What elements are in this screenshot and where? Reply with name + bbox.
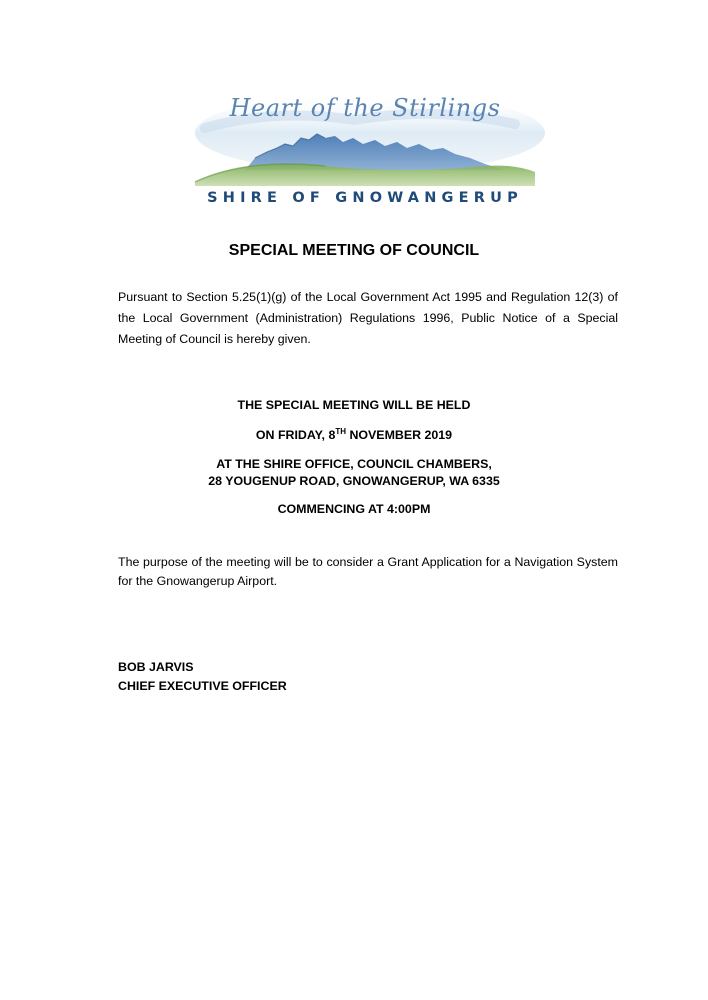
meeting-held-line: THE SPECIAL MEETING WILL BE HELD [237, 398, 471, 412]
meeting-date-line [0, 427, 708, 444]
signatory-name: BOB JARVIS [118, 660, 194, 674]
meeting-date-prefix: ON FRIDAY, 8 [255, 428, 336, 442]
meeting-location-line-2: 28 YOUGENUP ROAD, GNOWANGERUP, WA 6335 [208, 474, 500, 488]
purpose-paragraph: The purpose of the meeting will be to consider a Grant Application for a Navigation System for the Gnowangerup Airport. [118, 555, 618, 588]
logo-script-text: Heart of the Stirlings [229, 94, 501, 122]
intro-paragraph: Pursuant to Section 5.25(1)(g) of the Local Government Act 1995 and Regulation 12(3) of the Local Government (Administration) Regulations 1996, Public Notice of a Special Meeting of Council is hereby given. [118, 290, 618, 346]
meeting-location-line-1: AT THE SHIRE OFFICE, COUNCIL CHAMBERS, [216, 457, 492, 471]
meeting-date-rest: NOVEMBER 2019 [346, 428, 453, 442]
mountain-landscape-graphic [185, 78, 545, 188]
signature-block [118, 658, 287, 696]
meeting-time-line: COMMENCING AT 4:00PM [277, 502, 431, 516]
signatory-title: CHIEF EXECUTIVE OFFICER [118, 679, 287, 693]
meeting-date-ordinal: TH [335, 427, 347, 436]
notice-title: SPECIAL MEETING OF COUNCIL [228, 242, 480, 259]
shire-name: SHIRE OF GNOWANGERUP [207, 190, 523, 206]
